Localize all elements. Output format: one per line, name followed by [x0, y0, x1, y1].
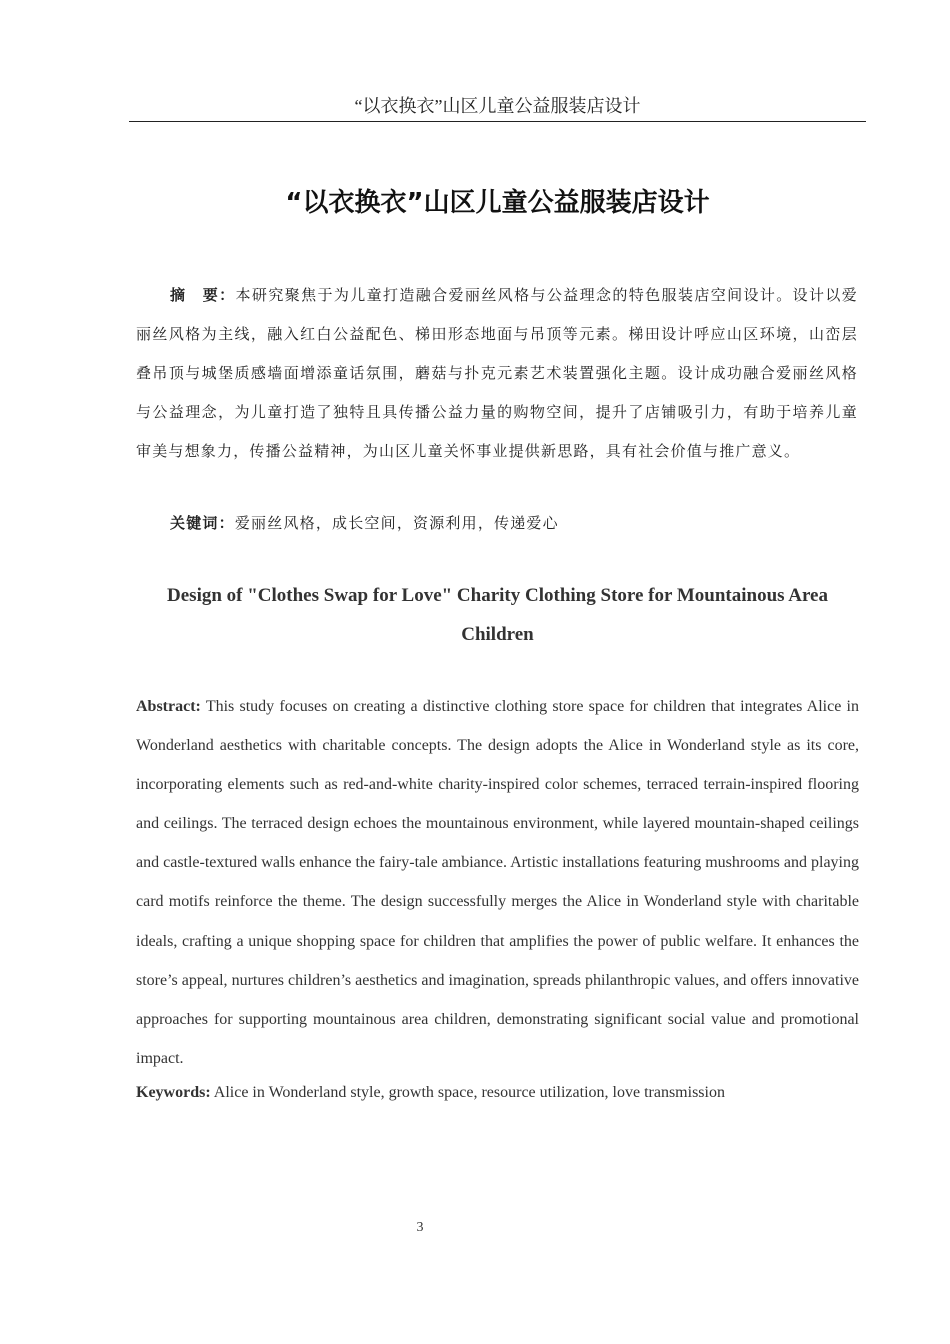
chinese-keywords-text: 爱丽丝风格，成长空间，资源利用，传递爱心 [234, 516, 559, 532]
chinese-abstract-label: 摘 要： [170, 286, 236, 304]
english-title: Design of "Clothes Swap for Love" Charity Clothing Store for Mountainous Area Children [167, 585, 828, 645]
english-abstract-text: This study focuses on creating a distinctive clothing store space for children that integrates Alice in Wonderland aesthetics with charitable concepts. The design adopts the Alice in Wonderland style as its core, incorporating elements such as red-and-white charity-inspired color schemes, terraced terrain-inspired flooring and ceilings. The terraced design echoes the mountainous environment, while layered mountain-shaped ceilings and castle-textured walls enhance the fairy-tale ambiance. Artistic installations featuring mushrooms and playing card motifs reinforce the theme. The design successfully merges the Alice in Wonderland style with charitable ideals, crafting a unique shopping space for children that amplifies the power of public welfare. It enhances the store’s appeal, nurtures children’s aesthetics and imagination, spreads philanthropic values, and offers innovative approaches for supporting mountainous area children, demonstrating significant social value and promotional impact. [136, 698, 859, 1067]
chinese-keywords [170, 510, 860, 537]
english-keywords-text: Alice in Wonderland style, growth space, resource utilization, love transmission [213, 1084, 725, 1101]
running-header-title: “以衣换衣”山区儿童公益服装店设计 [354, 96, 641, 116]
english-abstract-label: Abstract: [136, 698, 201, 715]
chinese-keywords-label: 关键词： [170, 514, 235, 532]
english-keywords-label: Keywords: [136, 1084, 211, 1101]
english-abstract [136, 687, 859, 1078]
chinese-title: “以衣换衣”山区儿童公益服装店设计 [285, 188, 710, 218]
chinese-abstract [136, 276, 858, 472]
chinese-abstract-text: 本研究聚焦于为儿童打造融合爱丽丝风格与公益理念的特色服装店空间设计。设计以爱丽丝风格为主线，融入红白公益配色、梯田形态地面与吊顶等元素。梯田设计呼应山区环境，山峦层叠吊顶与城堡质感墙面增添童话氛围，蘑菇与扑克元素艺术装置强化主题。设计成功融合爱丽丝风格与公益理念，为儿童打造了独特且具传播公益力量的购物空间，提升了店铺吸引力，有助于培养儿童审美与想象力，传播公益精神，为山区儿童关怀事业提供新思路，具有社会价值与推广意义。 [136, 288, 858, 460]
page-number: 3 [416, 1220, 424, 1235]
english-keywords [136, 1080, 859, 1106]
running-header [129, 92, 866, 122]
